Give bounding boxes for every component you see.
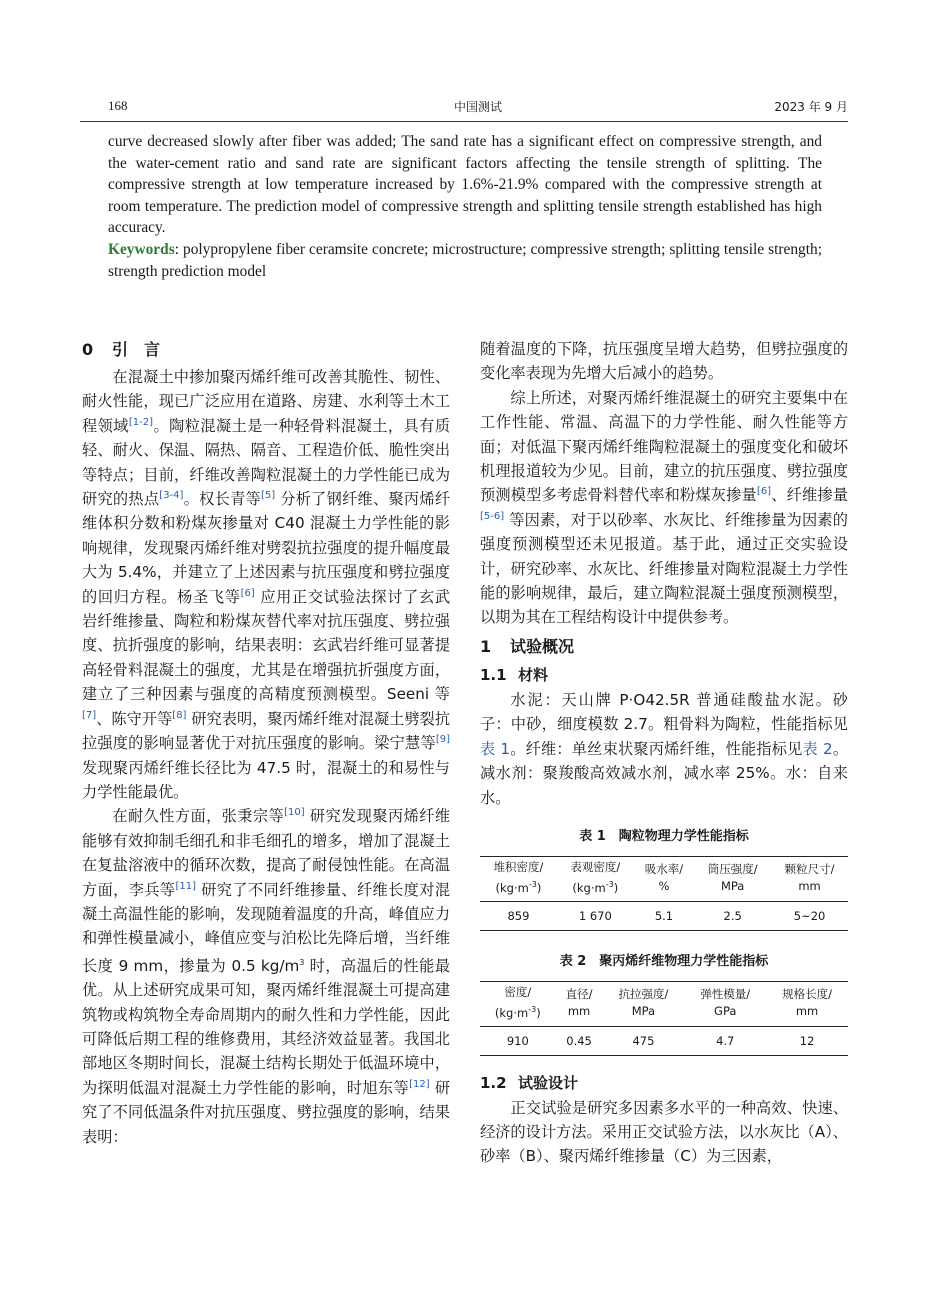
keywords bbox=[108, 239, 822, 282]
table-header-cell: 颗粒尺寸/ mm bbox=[771, 856, 848, 901]
citation-link[interactable]: [3-4] bbox=[159, 489, 184, 501]
table-cell: 2.5 bbox=[694, 901, 771, 930]
citation-link[interactable]: [6] bbox=[756, 486, 772, 498]
table-header-cell: 吸水率/ % bbox=[634, 856, 694, 901]
intro-paragraph-3: 综上所述，对聚丙烯纤维混凝土的研究主要集中在工作性能、常温、高温下的力学性能、耐久性能等方面；对低温下聚丙烯纤维陶粒混凝土的强度变化和破坏机理报道较为少见。目前，建立的抗压强度、劈拉强度预测模型多考虑骨料替代率和粉煤灰掺量[6]、纤维掺量[5-6] 等因素，对于以砂率、水灰比、纤维掺量为因素的强度预测模型还未见报道。基于此，通过正交实验设计，研究砂率、水灰比、纤维掺量对陶粒混凝土力学性能的影响规律，最后，建立陶粒混凝土强度预测模型，以期为其在工程结构设计中提供参考。 bbox=[480, 388, 849, 627]
table1-link[interactable]: 表 1 bbox=[480, 739, 511, 758]
keywords-list: : polypropylene fiber ceramsite concrete; microstructure; compressive strength; splitting tensile strength; strength prediction model bbox=[108, 240, 822, 280]
intro-paragraph-2: 在耐久性方面，张秉宗等[10] 研究发现聚丙烯纤维能够有效抑制毛细孔和非毛细孔的增多，增加了混凝土在复盐溶液中的循环次数，提高了耐侵蚀性能。在高温方面，李兵等[11] 研究了不同纤维掺量、纤维长度对混凝土高温性能的影响，发现随着温度的升高，峰值应力和弹性模量减小，峰值应变与泊松比先降后增，当纤维长度 9 mm，掺量为 0.5 $kg/m^3$ 时，高温后的性能最优。从上述研究成果可知，聚丙烯纤维混凝土可提高建筑物或构筑物全寿命周期内的耐久性和力学性能，因此可降低后期工程的维修费用，其经济效益显著。我国北部地区冬期时间长，混凝土结构长期处于低温环境中，为探明低温对混凝土力学性能的影响，时旭东等[12] 研究了不同低温条件对抗压强度、劈拉强度的影响，结果表明： bbox=[82, 807, 451, 1146]
citation-link[interactable]: [5-6] bbox=[480, 510, 505, 522]
citation-link[interactable]: [6] bbox=[240, 587, 255, 599]
table-cell: 859 bbox=[480, 901, 557, 930]
abstract-text: curve decreased slowly after fiber was added; The sand rate has a significant effect on compressive strength, and the water-cement ratio and sand rate are significant factors affecting the tensile strength of splitting. The compressive strength at low temperature increased by 1.6%-21.9% compared with the compressive strength at room temperature. The prediction model of compressive strength and splitting tensile strength established has high accuracy. bbox=[108, 133, 822, 237]
table2-title: 表 2 聚丙烯纤维物理力学性能指标 bbox=[559, 953, 769, 969]
abstract bbox=[108, 131, 822, 282]
subsection-heading-design: 1.2 试验设计 bbox=[480, 1073, 579, 1092]
table1-header-row bbox=[480, 856, 848, 901]
table2-link[interactable]: 表 2 bbox=[802, 739, 833, 758]
citation-link[interactable]: [1-2] bbox=[128, 416, 154, 428]
table-cell: 0.45 bbox=[556, 1026, 603, 1055]
table-row bbox=[480, 1026, 848, 1055]
header-divider bbox=[80, 121, 848, 122]
table1 bbox=[480, 856, 848, 931]
table-cell: 5.1 bbox=[634, 901, 694, 930]
section-heading-introduction: 0 引 言 bbox=[82, 340, 161, 359]
citation-link[interactable]: [7] bbox=[82, 709, 97, 721]
table-header-cell: 直径/ mm bbox=[556, 981, 603, 1026]
journal-name: 中国测试 bbox=[453, 100, 502, 114]
intro-paragraph-1: 在混凝土中掺加聚丙烯纤维可改善其脆性、韧性、耐火性能，现已广泛应用在道路、房建、水利等土木工程领域[1-2]。陶粒混凝土是一种轻骨料混凝土，具有质轻、耐火、保温、隔热、隔音、工程造价低、脆性突出等特点；目前，纤维改善陶粒混凝土的力学性能已成为研究的热点[3-4]。权长青等[5] 分析了钢纤维、聚丙烯纤维体积分数和粉煤灰掺量对 C40 混凝土力学性能的影响规律，发现聚丙烯纤维对劈裂抗拉强度的提升幅度最大为 5.4%，并建立了上述因素与抗压强度和劈拉强度的回归方程。杨圣飞等[6] 应用正交试验法探讨了玄武岩纤维掺量、陶粒和粉煤灰替代率对抗压强度、劈拉强度、抗折强度的影响，结果表明：玄武岩纤维可显著提高轻骨料混凝土的强度，尤其是在增强抗折强度方面，建立了三种因素与强度的高精度预测模型。Seeni 等[7]、陈守开等[8] 研究表明，聚丙烯纤维对混凝土劈裂抗拉强度的影响显著优于对抗压强度的影响。梁宁慧等[9] 发现聚丙烯纤维长径比为 47.5 时，混凝土的和易性与力学性能最优。 bbox=[82, 368, 451, 801]
table-header-cell: 抗拉强度/ MPa bbox=[603, 981, 685, 1026]
citation-link[interactable]: [12] bbox=[409, 1078, 430, 1090]
table-cell: 5~20 bbox=[771, 901, 848, 930]
table-header-cell: 规格长度/ mm bbox=[766, 981, 848, 1026]
table1-title: 表 1 陶粒物理力学性能指标 bbox=[579, 828, 749, 844]
page-number: 168 bbox=[108, 98, 128, 113]
table-cell: 1 670 bbox=[557, 901, 634, 930]
citation-link[interactable]: [11] bbox=[175, 880, 196, 892]
table-cell: 475 bbox=[603, 1026, 685, 1055]
table-row bbox=[480, 901, 848, 930]
table-header-cell: 密度/ $(kg\cdot m^{-3})$ bbox=[480, 981, 556, 1026]
citation-link[interactable]: [8] bbox=[172, 709, 187, 721]
section-heading-experiment: 1 试验概况 bbox=[480, 636, 575, 656]
table-header-cell: 表观密度/ $(kg\cdot m^{-3})$ bbox=[557, 856, 634, 901]
intro-paragraph-2-continued: 随着温度的下降，抗压强度呈增大趋势，但劈拉强度的变化率表现为先增大后减小的趋势。 bbox=[480, 340, 848, 383]
table-cell: 12 bbox=[766, 1026, 848, 1055]
table2-header-row bbox=[480, 981, 848, 1026]
right-column bbox=[480, 337, 848, 1169]
materials-paragraph: 水泥：天山牌 P·O42.5R 普通硅酸盐水泥。砂子：中砂，细度模数 2.7。粗骨料为陶粒，性能指标见表 1。纤维：单丝束状聚丙烯纤维，性能指标见表 2。减水剂：聚羧酸高效减水剂，减水率 25%。水：自来水。 bbox=[480, 690, 849, 807]
design-paragraph: 正交试验是研究多因素多水平的一种高效、快速、经济的设计方法。采用正交试验方法，以水灰比（A）、砂率（B）、聚丙烯纤维掺量（C）为三因素， bbox=[480, 1098, 848, 1166]
table-header-cell: 堆积密度/ $(kg\cdot m^{-3})$ bbox=[480, 856, 557, 901]
subsection-heading-materials: 1.1 材料 bbox=[480, 665, 549, 684]
citation-link[interactable]: [5] bbox=[261, 489, 276, 501]
citation-link[interactable]: [10] bbox=[284, 807, 305, 819]
table-header-cell: 筒压强度/ MPa bbox=[694, 856, 771, 901]
table-cell: 4.7 bbox=[684, 1026, 766, 1055]
table-header-cell: 弹性模量/ GPa bbox=[684, 981, 766, 1026]
table2 bbox=[480, 981, 848, 1056]
page-header bbox=[108, 96, 848, 118]
keywords-label: Keywords bbox=[108, 240, 175, 258]
issue-date: 2023 年 9 月 bbox=[774, 100, 848, 114]
table-cell: 910 bbox=[480, 1026, 556, 1055]
left-column bbox=[82, 337, 450, 1149]
citation-link[interactable]: [9] bbox=[435, 734, 450, 746]
